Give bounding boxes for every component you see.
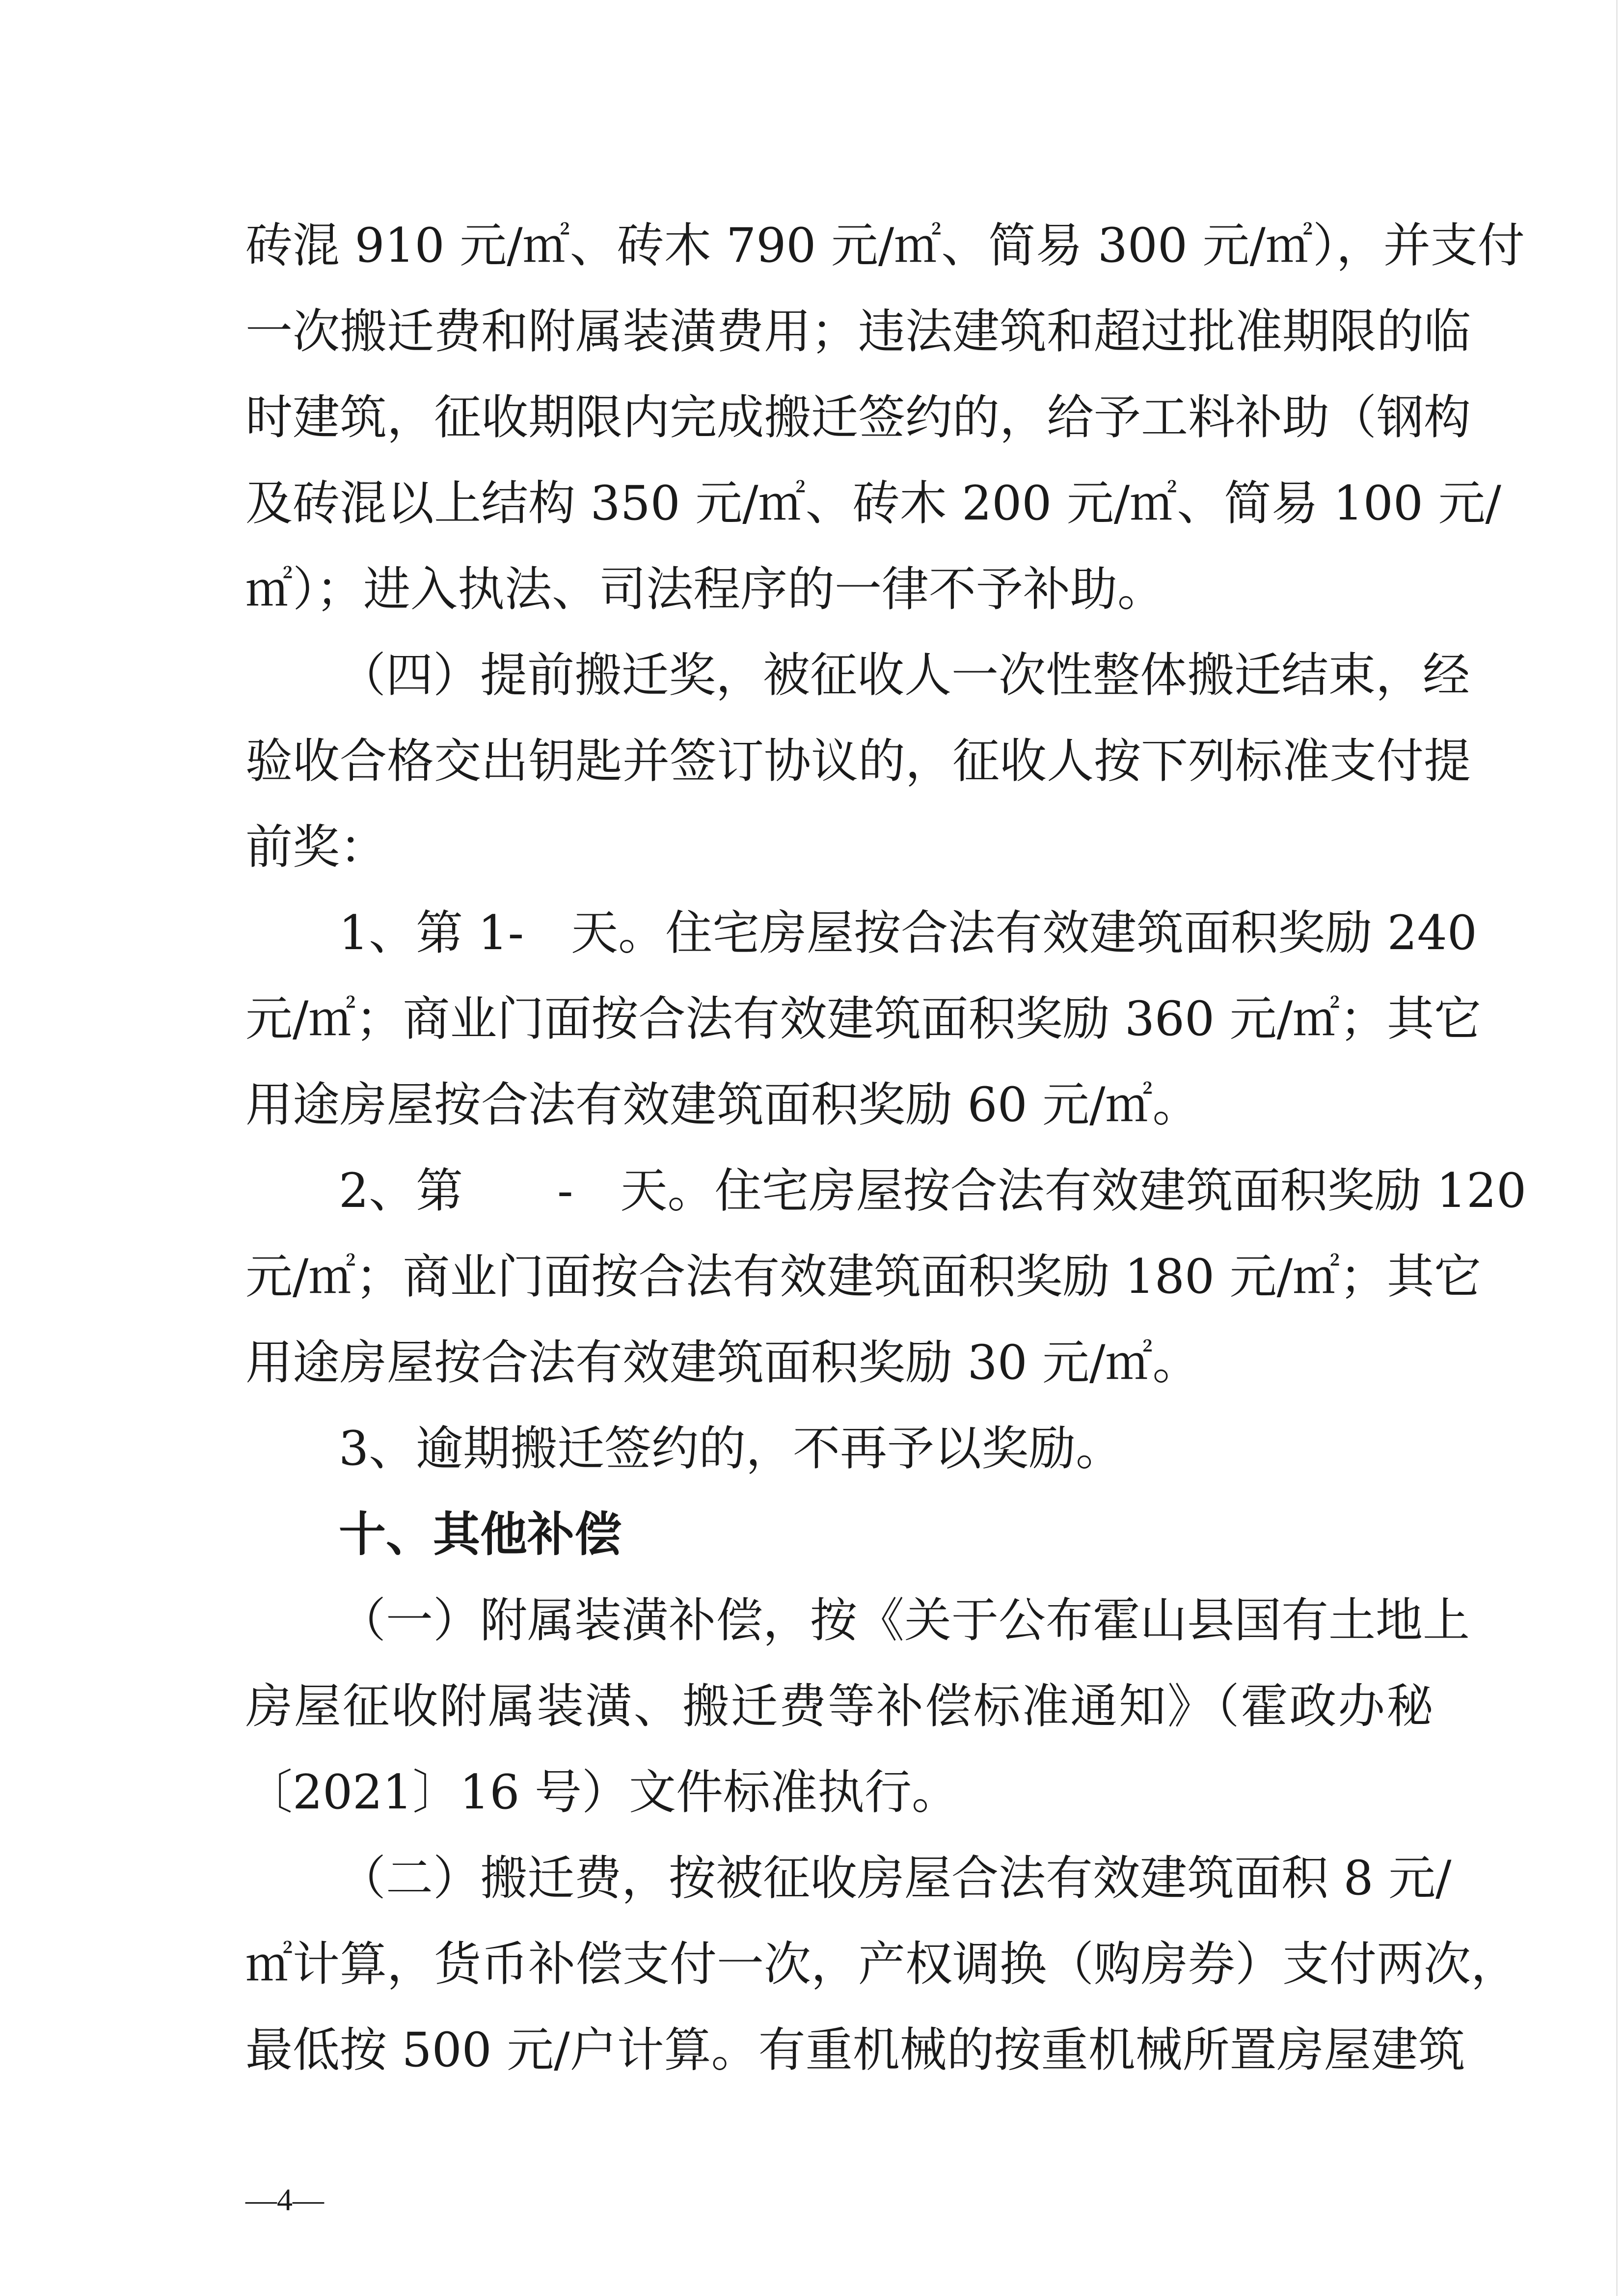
text-line: ㎡计算，货币补偿支付一次，产权调换（购房券）支付两次，: [245, 1937, 1518, 1992]
text-line: 用途房屋按合法有效建筑面积奖励 60 元/㎡。: [245, 1077, 1200, 1132]
text-line: 元/㎡；商业门面按合法有效建筑面积奖励 180 元/㎡；其它: [245, 1249, 1481, 1304]
text-line: 及砖混以上结构 350 元/㎡、砖木 200 元/㎡、简易 100 元/: [245, 476, 1501, 531]
page-number: —4—: [245, 2182, 324, 2217]
list-item-start: 3、逾期搬迁签约的，不再予以奖励。: [339, 1421, 1123, 1476]
text-line: 房屋征收附属装潢、搬迁费等补偿标准通知》（霍政办秘: [245, 1679, 1434, 1734]
paragraph-start: （二）搬迁费，按被征收房屋合法有效建筑面积 8 元/: [339, 1851, 1452, 1906]
list-item-start: 1、第 1- 天。住宅房屋按合法有效建筑面积奖励 240: [339, 905, 1477, 960]
text-line: 用途房屋按合法有效建筑面积奖励 30 元/㎡。: [245, 1335, 1200, 1390]
section-heading: 十、其他补偿: [339, 1507, 622, 1562]
text-line: 元/㎡；商业门面按合法有效建筑面积奖励 360 元/㎡；其它: [245, 991, 1481, 1046]
text-line: 验收合格交出钥匙并签订协议的，征收人按下列标准支付提: [245, 734, 1471, 789]
paragraph-start: （一）附属装潢补偿，按《关于公布霍山县国有土地上: [339, 1593, 1470, 1648]
scan-edge-divider: [1616, 0, 1618, 2296]
text-line: 前奖：: [245, 820, 387, 875]
text-line: ㎡）；进入执法、司法程序的一律不予补助。: [245, 562, 1164, 617]
text-line: 砖混 910 元/㎡、砖木 790 元/㎡、简易 300 元/㎡），并支付: [245, 218, 1525, 273]
list-item-start: 2、第 - 天。住宅房屋按合法有效建筑面积奖励 120: [339, 1163, 1527, 1218]
text-line: 最低按 500 元/户计算。有重机械的按重机械所置房屋建筑: [245, 2023, 1465, 2077]
text-line: 〔2021〕16 号）文件标准执行。: [245, 1765, 959, 1820]
text-line: 一次搬迁费和附属装潢费用；违法建筑和超过批准期限的临: [245, 304, 1471, 359]
paragraph-start: （四）提前搬迁奖，被征收人一次性整体搬迁结束，经: [339, 648, 1470, 703]
text-line: 时建筑，征收期限内完成搬迁签约的，给予工料补助（钢构: [245, 390, 1471, 445]
